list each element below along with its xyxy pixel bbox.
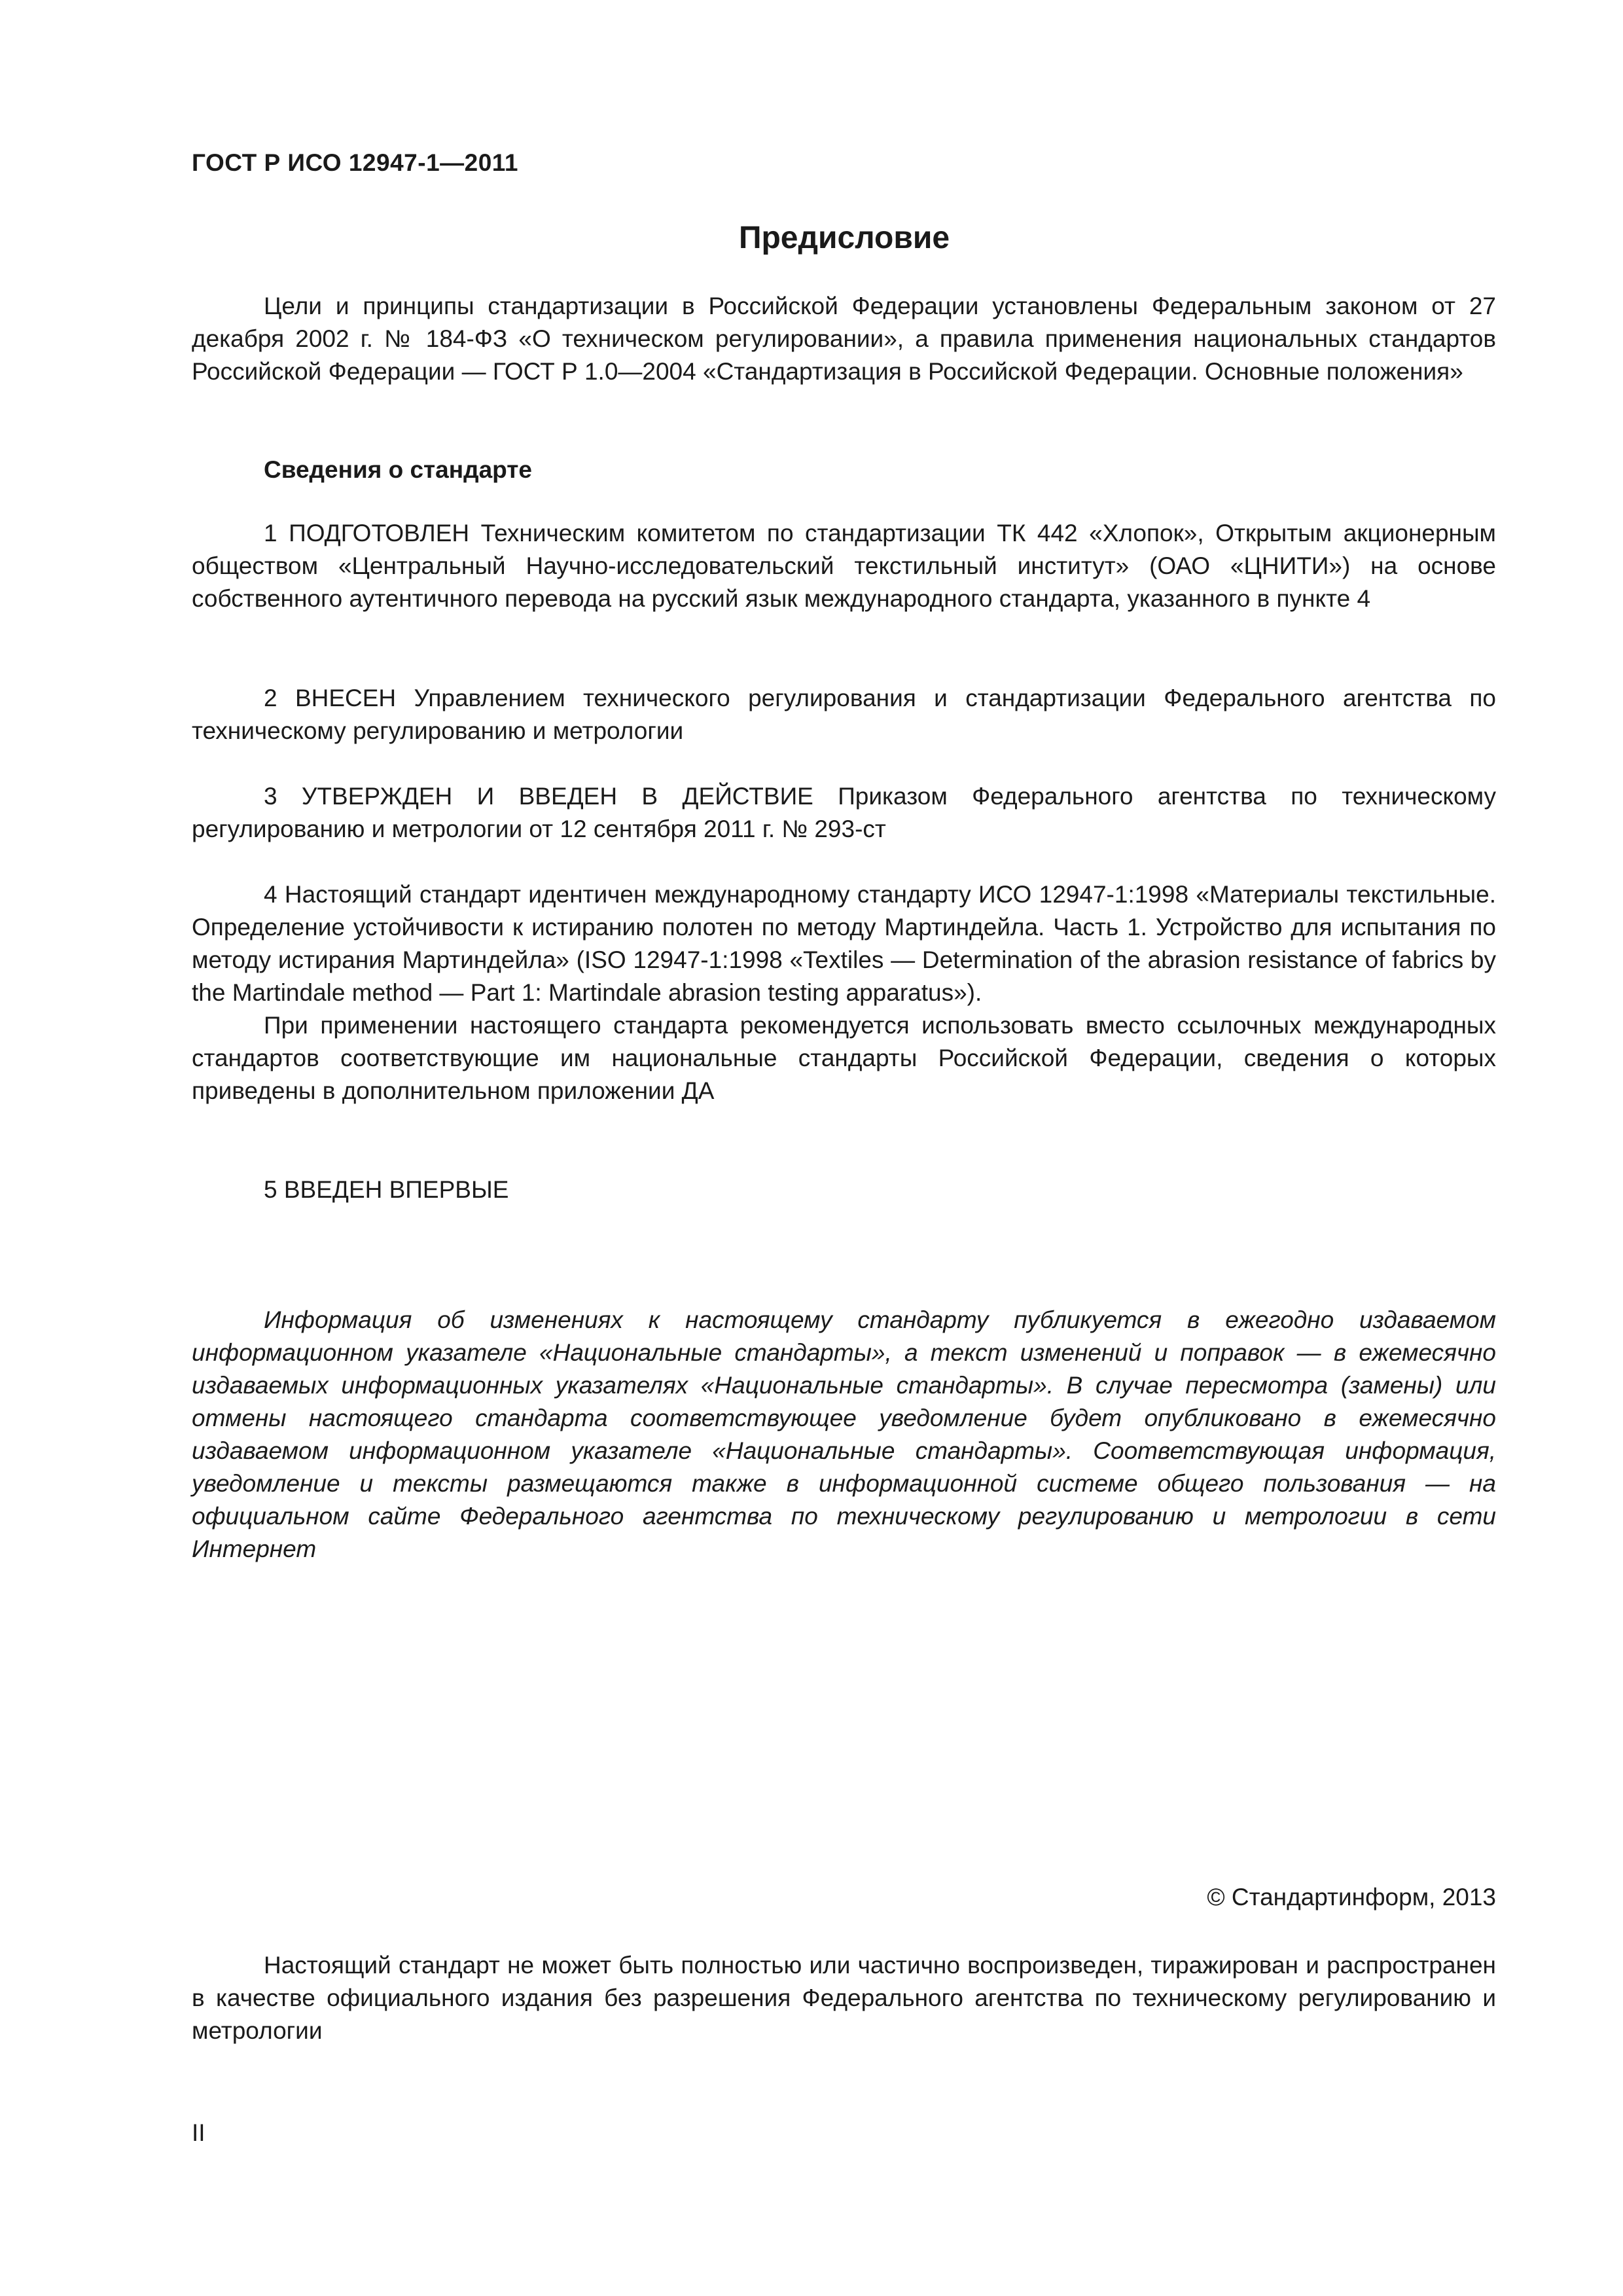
standard-info-item-5 [192, 1174, 1496, 1206]
item-5-text: 5 ВВЕДЕН ВПЕРВЫЕ [264, 1176, 509, 1203]
standard-info-item-1 [192, 517, 1496, 615]
intro-paragraph [192, 290, 1496, 388]
standard-info-item-4 [192, 878, 1496, 1107]
standard-info-item-3 [192, 780, 1496, 846]
standard-info-item-2 [192, 682, 1496, 747]
item-2-text: 2 ВНЕСЕН Управлением технического регулирования и стандартизации Федерального агентства по техническому регулированию и метрологии [192, 685, 1496, 744]
page-number: II [192, 2119, 205, 2146]
reproduction-notice-text: Настоящий стандарт не может быть полностью или частично воспроизведен, тиражирован и распространен в качестве официального издания без разрешения Федерального агентства по техническому регулированию и метрологии [192, 1952, 1496, 2044]
item-4-note: При применении настоящего стандарта рекомендуется использовать вместо ссылочных международных стандартов соответствующие им национальные стандарты Российской Федерации, сведения о которых приведены в дополнительном приложении ДА [192, 1012, 1496, 1104]
item-3-text: 3 УТВЕРЖДЕН И ВВЕДЕН В ДЕЙСТВИЕ Приказом Федерального агентства по техническому регулированию и метрологии от 12 сентября 2011 г. № 293-ст [192, 783, 1496, 842]
change-notice-text: Информация об изменениях к настоящему стандарту публикуется в ежегодно издаваемом информационном указателе «Национальные стандарты», а текст изменений и поправок — в ежемесячно издаваемых информационных указателях «Национальные стандарты». В случае пересмотра (замены) или отмены настоящего стандарта соответствующее уведомление будет опубликовано в ежемесячно издаваемом информационном указателе «Национальные стандарты». Соответствующая информация, уведомление и тексты размещаются также в информационной системе общего пользования — на официальном сайте Федерального агентства по техническому регулированию и метрологии в сети Интернет [192, 1306, 1496, 1562]
item-4-text: 4 Настоящий стандарт идентичен международному стандарту ИСО 12947-1:1998 «Материалы текстильные. Определение устойчивости к истиранию полотен по методу Мартиндейла. Часть 1. Устройство для испытания по методу истирания Мартиндейла» (ISO 12947-1:1998 «Textiles — Determination of the abrasion resistance of fabrics by the Martindale method — Part 1: Martindale abrasion testing apparatus»). [192, 881, 1496, 1006]
change-notice [192, 1304, 1496, 1566]
standard-info-heading: Сведения о стандарте [264, 456, 532, 483]
document-code: ГОСТ Р ИСО 12947-1—2011 [192, 149, 518, 176]
page-title: Предисловие [738, 221, 950, 255]
reproduction-notice [192, 1949, 1496, 2047]
intro-text: Цели и принципы стандартизации в Российской Федерации установлены Федеральным законом от 27 декабря 2002 г. № 184-ФЗ «О техническом регулировании», а правила применения национальных стандартов Российской Федерации — ГОСТ Р 1.0—2004 «Стандартизация в Российской Федерации. Основные положения» [192, 293, 1496, 385]
copyright-line: © Стандартинформ, 2013 [1207, 1884, 1496, 1910]
item-1-text: 1 ПОДГОТОВЛЕН Техническим комитетом по стандартизации ТК 442 «Хлопок», Открытым акционерным обществом «Центральный Научно-исследовательский текстильный институт» (ОАО «ЦНИТИ») на основе собственного аутентичного перевода на русский язык международного стандарта, указанного в пункте 4 [192, 520, 1496, 612]
